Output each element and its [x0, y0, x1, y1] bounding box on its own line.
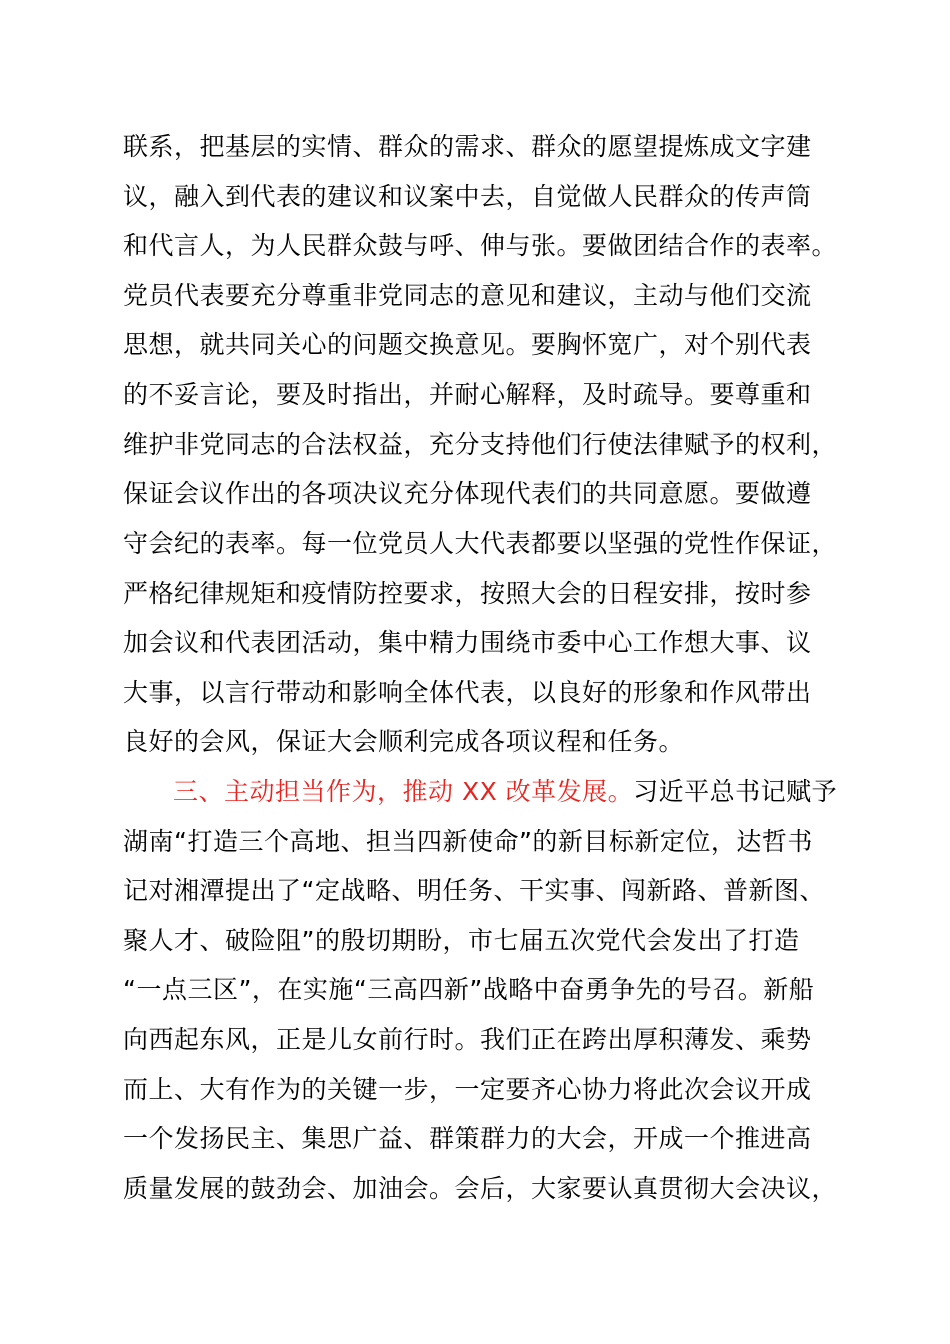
section-heading-line [173, 772, 837, 812]
paragraph-line: 守会纪的表率。每一位党员人大代表都要以坚强的党性作保证， [123, 529, 838, 558]
paragraph-line: “一点三区”，在实施“三高四新”战略中奋勇争先的号召。新船 [123, 975, 815, 1004]
paragraph-line: 联系，把基层的实情、群众的需求、群众的愿望提炼成文字建 [123, 132, 812, 161]
paragraph-line: 而上、大有作为的关键一步，一定要齐心协力将此次会议开成 [123, 1075, 812, 1104]
paragraph-line: 议，融入到代表的建议和议案中去，自觉做人民群众的传声筒 [123, 182, 812, 211]
paragraph-line: 一个发扬民主、集思广益、群策群力的大会，开成一个推进高 [123, 1124, 812, 1153]
paragraph-line: 严格纪律规矩和疫情防控要求，按照大会的日程安排，按时参 [123, 579, 812, 608]
section-first-line-text: 习近平总书记赋予 [633, 777, 838, 806]
paragraph-line: 良好的会风，保证大会顺利完成各项议程和任务。 [123, 727, 685, 756]
paragraph-line: 质量发展的鼓劲会、加油会。会后，大家要认真贯彻大会决议， [123, 1174, 838, 1203]
paragraph-line: 和代言人，为人民群众鼓与呼、伸与张。要做团结合作的表率。 [123, 231, 838, 260]
paragraph-line: 加会议和代表团活动，集中精力围绕市委中心工作想大事、议 [123, 628, 812, 657]
paragraph-line: 聚人才、破险阻”的殷切期盼，市七届五次党代会发出了打造 [123, 926, 800, 955]
paragraph-line: 保证会议作出的各项决议充分体现代表们的共同意愿。要做遵 [123, 479, 812, 508]
paragraph-line: 党员代表要充分尊重非党同志的意见和建议，主动与他们交流 [123, 281, 812, 310]
paragraph-line: 维护非党同志的合法权益，充分支持他们行使法律赋予的权利， [123, 430, 838, 459]
paragraph-line: 思想，就共同关心的问题交换意见。要胸怀宽广，对个别代表 [123, 330, 812, 359]
paragraph-line: 记对湘潭提出了“定战略、明任务、干实事、闯新路、普新图、 [123, 876, 825, 905]
paragraph-line: 向西起东风，正是儿女前行时。我们正在跨出厚积薄发、乘势 [123, 1025, 812, 1054]
paragraph-line: 的不妥言论，要及时指出，并耐心解释，及时疏导。要尊重和 [123, 380, 812, 409]
paragraph-line: 大事，以言行带动和影响全体代表，以良好的形象和作风带出 [123, 678, 812, 707]
section-heading: 三、主动担当作为，推动 XX 改革发展。 [173, 777, 634, 806]
paragraph-line: 湖南“打造三个高地、担当四新使命”的新目标新定位，达哲书 [123, 827, 813, 856]
